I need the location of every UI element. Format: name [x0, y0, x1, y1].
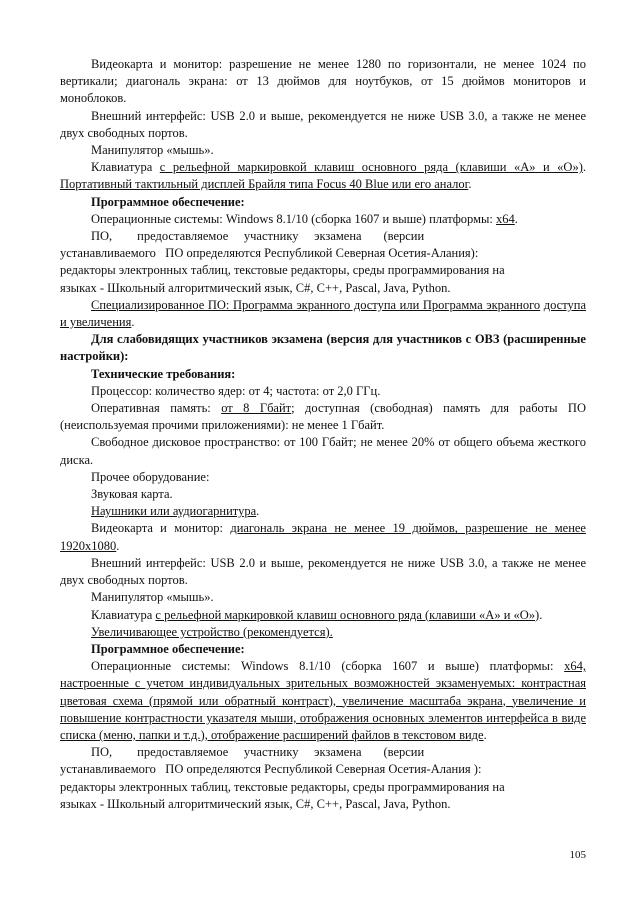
- paragraph-ram: Оперативная память: от 8 Гбайт; доступная (свободная) память для работы ПО (неиспользуемая прочими приложениями): не менее 1 Гбайт.: [60, 401, 586, 433]
- paragraph-os: Операционные системы: Windows 8.1/10 (сборка 1607 и выше) платформы: x64.: [91, 211, 518, 226]
- heading-software: Программное обеспечение:: [91, 194, 245, 209]
- paragraph-usb: Внешний интерфейс: USB 2.0 и выше, рекомендуется не ниже USB 3.0, а также не менее двух свободных портов.: [60, 108, 586, 140]
- paragraph-headphones: Наушники или аудиогарнитура.: [91, 504, 260, 519]
- paragraph-special-software: Специализированное ПО: Программа экранного доступа или Программа экранного доступа и увеличения.: [60, 297, 586, 330]
- page-number: 105: [569, 849, 586, 861]
- paragraph-disk: Свободное дисковое пространство: от 100 Гбайт; не менее 20% от общего объема жесткого диска.: [60, 435, 586, 467]
- heading-software-2: Программное обеспечение:: [91, 641, 245, 656]
- paragraph-software-list-2: ПО, предоставляемое участнику экзамена (версии устанавливаемого ПО определяются Республикой Северная Осетия-Алания ): редакторы электронных таблиц, текстовые редакторы, среды программирования на языках - Школьный алгоритмический язык, C#, C++, Pascal, Java, Python.: [60, 745, 505, 811]
- paragraph-monitor: Видеокарта и монитор: разрешение не менее 1280 по горизонтали, не менее 1024 по вертикали; диагональ экрана: от 13 дюймов для ноутбуков, от 15 дюймов мониторов и моноблоков.: [60, 57, 586, 106]
- document-page: [60, 56, 586, 813]
- paragraph-cpu: Процессор: количество ядер: от 4; частота: от 2,0 ГГц.: [91, 383, 381, 398]
- paragraph-other-equipment: Прочее оборудование:: [91, 469, 210, 484]
- paragraph-mouse: Манипулятор «мышь».: [91, 143, 214, 158]
- paragraph-monitor-large: Видеокарта и монитор: диагональ экрана не менее 19 дюймов, разрешение не менее 1920x1080.: [60, 521, 586, 553]
- paragraph-keyboard-braille: Клавиатура с рельефной маркировкой клавиш основного ряда (клавиши «А» и «О»). Портативный тактильный дисплей Брайля типа Focus 40 Blue или его аналог.: [60, 160, 586, 192]
- paragraph-os-2: Операционные системы: Windows 8.1/10 (сборка 1607 и выше) платформы: x64, настроенные с учетом индивидуальных зрительных возможностей экзаменуемых: контрастная цветовая схема (прямой или обратный контраст), увеличение масштаба экрана, увеличение и повышение контрастности указателя мыши, отображения основных элементов интерфейса в виде списка (меню, папки и т.д.), отображение расширений файлов в текстовом виде.: [60, 659, 586, 742]
- heading-tech-requirements: Технические требования:: [91, 366, 236, 381]
- paragraph-sound-card: Звуковая карта.: [91, 487, 173, 502]
- paragraph-keyboard-2: Клавиатура с рельефной маркировкой клавиш основного ряда (клавиши «А» и «О»).: [91, 607, 543, 622]
- paragraph-usb-2: Внешний интерфейс: USB 2.0 и выше, рекомендуется не ниже USB 3.0, а также не менее двух свободных портов.: [60, 555, 586, 588]
- paragraph-software-list: ПО, предоставляемое участнику экзамена (версии устанавливаемого ПО определяются Республикой Северная Осетия-Алания): редакторы электронных таблиц, текстовые редакторы, среды программирования на языках - Школьный алгоритмический язык, C#, C++, Pascal, Java, Python.: [60, 229, 505, 295]
- paragraph-magnifier: Увеличивающее устройство (рекомендуется).: [91, 624, 333, 639]
- paragraph-mouse-2: Манипулятор «мышь».: [91, 590, 214, 605]
- heading-low-vision: Для слабовидящих участников экзамена (версия для участников с ОВЗ (расширенные настройки):: [60, 332, 586, 364]
